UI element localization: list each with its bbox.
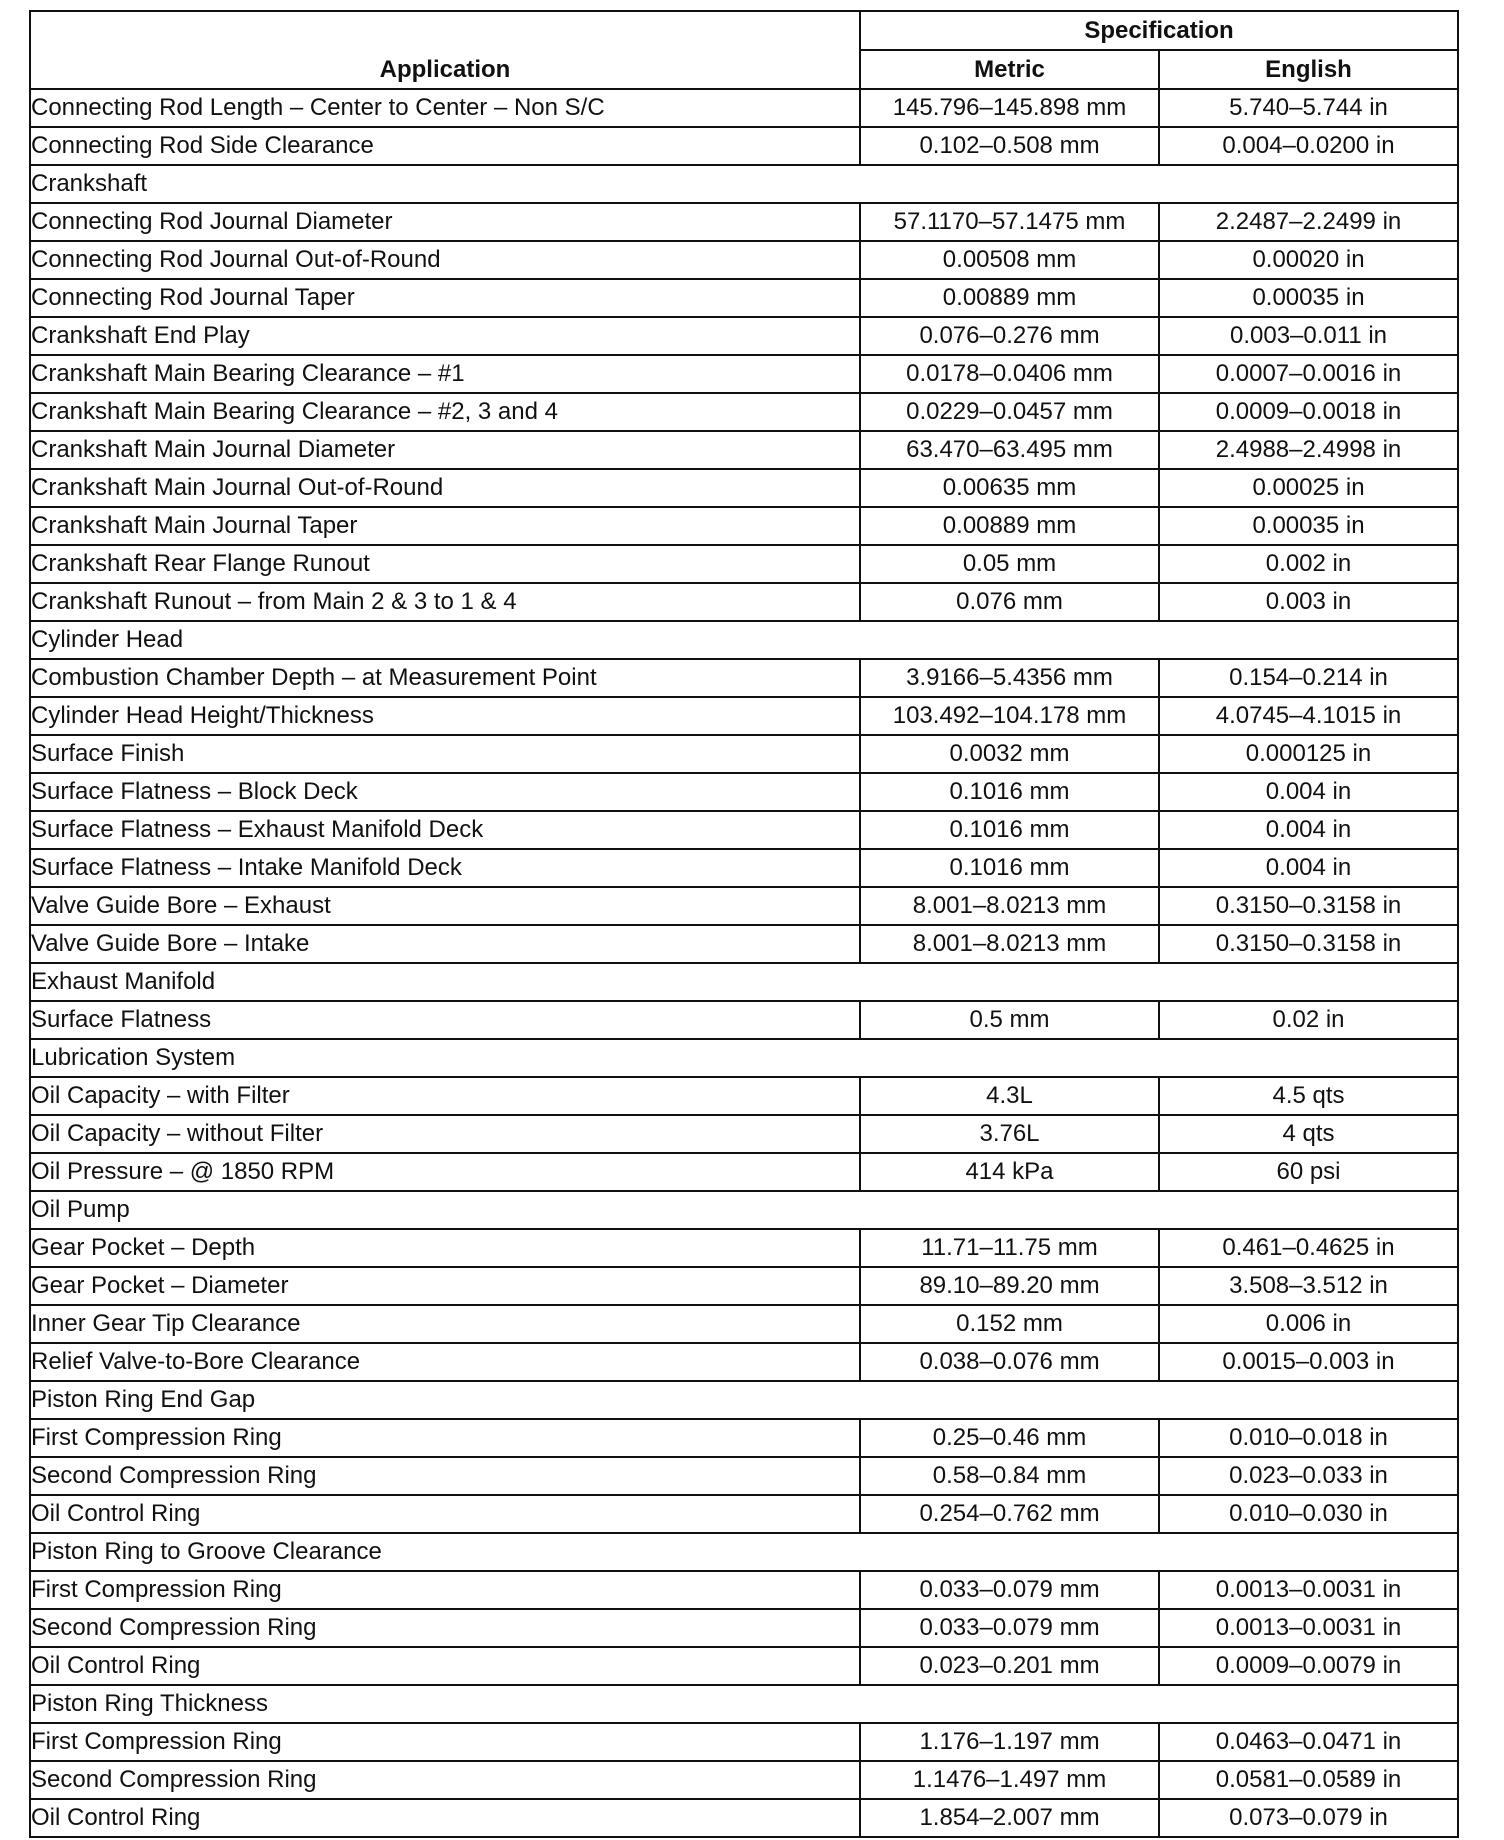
english-cell: 0.002 in: [1159, 545, 1458, 583]
metric-cell: 0.00889 mm: [860, 507, 1159, 545]
section-row: [30, 1039, 1458, 1077]
table-row: [30, 583, 1458, 621]
section-title: Oil Pump: [30, 1191, 1458, 1229]
metric-cell: 0.25–0.46 mm: [860, 1419, 1159, 1457]
table-row: [30, 469, 1458, 507]
metric-cell: 0.023–0.201 mm: [860, 1647, 1159, 1685]
english-cell: 0.004 in: [1159, 773, 1458, 811]
table-row: [30, 1343, 1458, 1381]
english-cell: 0.000125 in: [1159, 735, 1458, 773]
table-row: [30, 697, 1458, 735]
application-cell: Crankshaft Main Bearing Clearance – #2, 3 and 4: [30, 393, 860, 431]
metric-cell: 0.0229–0.0457 mm: [860, 393, 1159, 431]
metric-cell: 1.1476–1.497 mm: [860, 1761, 1159, 1799]
application-cell: Crankshaft End Play: [30, 317, 860, 355]
application-cell: Surface Flatness – Exhaust Manifold Deck: [30, 811, 860, 849]
english-cell: 0.00025 in: [1159, 469, 1458, 507]
table-row: [30, 1723, 1458, 1761]
table-row: [30, 925, 1458, 963]
section-title: Piston Ring End Gap: [30, 1381, 1458, 1419]
english-cell: 3.508–3.512 in: [1159, 1267, 1458, 1305]
spec-document: [29, 10, 1457, 1838]
english-cell: 0.0581–0.0589 in: [1159, 1761, 1458, 1799]
metric-cell: 0.152 mm: [860, 1305, 1159, 1343]
metric-cell: 414 kPa: [860, 1153, 1159, 1191]
application-cell: Oil Control Ring: [30, 1799, 860, 1837]
table-row: [30, 127, 1458, 165]
table-row: [30, 887, 1458, 925]
english-cell: 0.003 in: [1159, 583, 1458, 621]
metric-cell: 0.1016 mm: [860, 849, 1159, 887]
metric-cell: 145.796–145.898 mm: [860, 89, 1159, 127]
application-cell: Surface Finish: [30, 735, 860, 773]
section-row: [30, 1381, 1458, 1419]
table-row: [30, 1229, 1458, 1267]
section-title: Piston Ring to Groove Clearance: [30, 1533, 1458, 1571]
metric-cell: 8.001–8.0213 mm: [860, 887, 1159, 925]
application-cell: Gear Pocket – Diameter: [30, 1267, 860, 1305]
application-cell: Surface Flatness – Block Deck: [30, 773, 860, 811]
section-title: Exhaust Manifold: [30, 963, 1458, 1001]
specification-table: [29, 10, 1459, 1838]
application-header: Application: [30, 11, 860, 89]
application-cell: First Compression Ring: [30, 1571, 860, 1609]
table-row: [30, 1115, 1458, 1153]
table-row: [30, 1305, 1458, 1343]
metric-cell: 0.00889 mm: [860, 279, 1159, 317]
metric-cell: 3.9166–5.4356 mm: [860, 659, 1159, 697]
table-row: [30, 1571, 1458, 1609]
application-cell: Oil Capacity – without Filter: [30, 1115, 860, 1153]
application-cell: First Compression Ring: [30, 1419, 860, 1457]
specification-header: Specification: [860, 11, 1458, 50]
metric-cell: 0.076–0.276 mm: [860, 317, 1159, 355]
table-row: [30, 507, 1458, 545]
application-cell: Crankshaft Main Bearing Clearance – #1: [30, 355, 860, 393]
metric-cell: 0.033–0.079 mm: [860, 1609, 1159, 1647]
table-row: [30, 317, 1458, 355]
english-cell: 0.0007–0.0016 in: [1159, 355, 1458, 393]
english-cell: 0.0009–0.0079 in: [1159, 1647, 1458, 1685]
application-cell: Surface Flatness – Intake Manifold Deck: [30, 849, 860, 887]
application-cell: Valve Guide Bore – Intake: [30, 925, 860, 963]
application-cell: Crankshaft Main Journal Taper: [30, 507, 860, 545]
english-cell: 5.740–5.744 in: [1159, 89, 1458, 127]
metric-cell: 0.1016 mm: [860, 773, 1159, 811]
table-header: [30, 11, 1458, 89]
application-cell: Oil Control Ring: [30, 1647, 860, 1685]
application-cell: Connecting Rod Length – Center to Center – Non S/C: [30, 89, 860, 127]
table-row: [30, 1761, 1458, 1799]
application-cell: Oil Control Ring: [30, 1495, 860, 1533]
section-row: [30, 1191, 1458, 1229]
application-cell: Combustion Chamber Depth – at Measurement Point: [30, 659, 860, 697]
section-row: [30, 621, 1458, 659]
section-row: [30, 1533, 1458, 1571]
table-row: [30, 393, 1458, 431]
table-row: [30, 89, 1458, 127]
table-row: [30, 279, 1458, 317]
metric-cell: 0.00508 mm: [860, 241, 1159, 279]
english-cell: 0.00035 in: [1159, 279, 1458, 317]
table-body: [30, 89, 1458, 1837]
table-row: [30, 1495, 1458, 1533]
table-row: [30, 1799, 1458, 1837]
application-cell: Connecting Rod Journal Out-of-Round: [30, 241, 860, 279]
table-row: [30, 849, 1458, 887]
table-row: [30, 811, 1458, 849]
english-cell: 4 qts: [1159, 1115, 1458, 1153]
table-row: [30, 545, 1458, 583]
application-cell: Inner Gear Tip Clearance: [30, 1305, 860, 1343]
metric-cell: 0.58–0.84 mm: [860, 1457, 1159, 1495]
table-row: [30, 1419, 1458, 1457]
table-row: [30, 773, 1458, 811]
english-cell: 0.0009–0.0018 in: [1159, 393, 1458, 431]
english-header: English: [1159, 50, 1458, 89]
table-row: [30, 659, 1458, 697]
metric-cell: 8.001–8.0213 mm: [860, 925, 1159, 963]
metric-cell: 0.0032 mm: [860, 735, 1159, 773]
application-cell: Crankshaft Rear Flange Runout: [30, 545, 860, 583]
application-cell: Crankshaft Main Journal Out-of-Round: [30, 469, 860, 507]
application-cell: Oil Pressure – @ 1850 RPM: [30, 1153, 860, 1191]
metric-cell: 0.1016 mm: [860, 811, 1159, 849]
application-cell: Cylinder Head Height/Thickness: [30, 697, 860, 735]
english-cell: 4.0745–4.1015 in: [1159, 697, 1458, 735]
section-title: Lubrication System: [30, 1039, 1458, 1077]
metric-cell: 3.76L: [860, 1115, 1159, 1153]
english-cell: 0.023–0.033 in: [1159, 1457, 1458, 1495]
metric-cell: 0.038–0.076 mm: [860, 1343, 1159, 1381]
section-row: [30, 1685, 1458, 1723]
metric-header: Metric: [860, 50, 1159, 89]
application-cell: Second Compression Ring: [30, 1609, 860, 1647]
application-cell: Surface Flatness: [30, 1001, 860, 1039]
header-row-top: [30, 11, 1458, 50]
metric-cell: 0.00635 mm: [860, 469, 1159, 507]
english-cell: 0.02 in: [1159, 1001, 1458, 1039]
metric-cell: 103.492–104.178 mm: [860, 697, 1159, 735]
table-row: [30, 1001, 1458, 1039]
english-cell: 0.00020 in: [1159, 241, 1458, 279]
table-row: [30, 355, 1458, 393]
section-title: Piston Ring Thickness: [30, 1685, 1458, 1723]
metric-cell: 0.0178–0.0406 mm: [860, 355, 1159, 393]
english-cell: 0.073–0.079 in: [1159, 1799, 1458, 1837]
section-title: Cylinder Head: [30, 621, 1458, 659]
metric-cell: 0.033–0.079 mm: [860, 1571, 1159, 1609]
metric-cell: 1.854–2.007 mm: [860, 1799, 1159, 1837]
english-cell: 0.0015–0.003 in: [1159, 1343, 1458, 1381]
english-cell: 60 psi: [1159, 1153, 1458, 1191]
table-row: [30, 1457, 1458, 1495]
english-cell: 0.3150–0.3158 in: [1159, 925, 1458, 963]
metric-cell: 63.470–63.495 mm: [860, 431, 1159, 469]
metric-cell: 0.076 mm: [860, 583, 1159, 621]
english-cell: 0.0463–0.0471 in: [1159, 1723, 1458, 1761]
english-cell: 0.004 in: [1159, 811, 1458, 849]
metric-cell: 0.5 mm: [860, 1001, 1159, 1039]
section-title: Crankshaft: [30, 165, 1458, 203]
application-cell: Second Compression Ring: [30, 1457, 860, 1495]
english-cell: 0.0013–0.0031 in: [1159, 1571, 1458, 1609]
application-cell: Relief Valve-to-Bore Clearance: [30, 1343, 860, 1381]
english-cell: 0.461–0.4625 in: [1159, 1229, 1458, 1267]
table-row: [30, 1609, 1458, 1647]
table-row: [30, 241, 1458, 279]
application-cell: Crankshaft Runout – from Main 2 & 3 to 1 & 4: [30, 583, 860, 621]
english-cell: 0.010–0.030 in: [1159, 1495, 1458, 1533]
metric-cell: 0.05 mm: [860, 545, 1159, 583]
table-row: [30, 1267, 1458, 1305]
english-cell: 0.003–0.011 in: [1159, 317, 1458, 355]
metric-cell: 11.71–11.75 mm: [860, 1229, 1159, 1267]
english-cell: 0.00035 in: [1159, 507, 1458, 545]
application-cell: Valve Guide Bore – Exhaust: [30, 887, 860, 925]
section-row: [30, 963, 1458, 1001]
english-cell: 0.3150–0.3158 in: [1159, 887, 1458, 925]
metric-cell: 89.10–89.20 mm: [860, 1267, 1159, 1305]
metric-cell: 0.254–0.762 mm: [860, 1495, 1159, 1533]
application-cell: Connecting Rod Journal Diameter: [30, 203, 860, 241]
english-cell: 0.004–0.0200 in: [1159, 127, 1458, 165]
application-cell: Connecting Rod Side Clearance: [30, 127, 860, 165]
metric-cell: 0.102–0.508 mm: [860, 127, 1159, 165]
metric-cell: 57.1170–57.1475 mm: [860, 203, 1159, 241]
english-cell: 0.004 in: [1159, 849, 1458, 887]
section-row: [30, 165, 1458, 203]
english-cell: 0.010–0.018 in: [1159, 1419, 1458, 1457]
table-row: [30, 1647, 1458, 1685]
application-cell: Crankshaft Main Journal Diameter: [30, 431, 860, 469]
metric-cell: 1.176–1.197 mm: [860, 1723, 1159, 1761]
application-cell: Second Compression Ring: [30, 1761, 860, 1799]
table-row: [30, 1153, 1458, 1191]
english-cell: 0.006 in: [1159, 1305, 1458, 1343]
table-row: [30, 203, 1458, 241]
english-cell: 0.154–0.214 in: [1159, 659, 1458, 697]
application-cell: First Compression Ring: [30, 1723, 860, 1761]
application-cell: Connecting Rod Journal Taper: [30, 279, 860, 317]
english-cell: 0.0013–0.0031 in: [1159, 1609, 1458, 1647]
english-cell: 4.5 qts: [1159, 1077, 1458, 1115]
table-row: [30, 1077, 1458, 1115]
english-cell: 2.2487–2.2499 in: [1159, 203, 1458, 241]
english-cell: 2.4988–2.4998 in: [1159, 431, 1458, 469]
metric-cell: 4.3L: [860, 1077, 1159, 1115]
table-row: [30, 735, 1458, 773]
application-cell: Oil Capacity – with Filter: [30, 1077, 860, 1115]
application-cell: Gear Pocket – Depth: [30, 1229, 860, 1267]
table-row: [30, 431, 1458, 469]
